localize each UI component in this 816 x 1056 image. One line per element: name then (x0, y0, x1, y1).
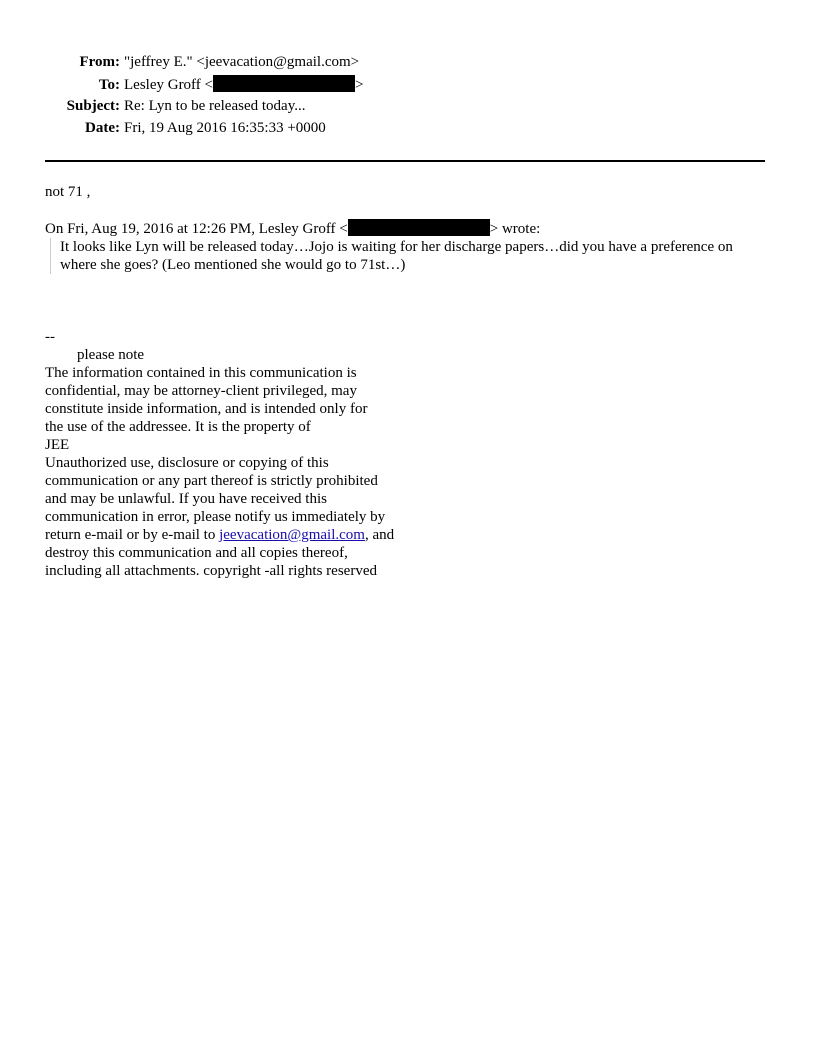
disclaimer-line: communication in error, please notify us immediately by (45, 509, 386, 525)
disclaimer-line: confidential, may be attorney-client privileged, may (45, 383, 357, 399)
quote-intro-suffix: > wrote: (489, 221, 541, 237)
redaction-box (348, 219, 490, 236)
redaction-box (213, 75, 355, 92)
disclaimer-line: destroy this communication and all copies thereof, (45, 545, 348, 561)
from-value: "jeffrey E." <jeevacation@gmail.com> (124, 54, 360, 70)
to-label: To: (98, 77, 120, 93)
disclaimer-line: and may be unlawful. If you have received this (45, 491, 327, 507)
to-suffix: > (355, 77, 364, 93)
signature-separator: -- (45, 329, 55, 345)
subject-row (45, 97, 363, 119)
disclaimer-line: Unauthorized use, disclosure or copying of this (45, 455, 329, 471)
subject-value: Re: Lyn to be released today... (124, 98, 306, 114)
email-headers (45, 53, 363, 141)
subject-label: Subject: (66, 98, 120, 114)
from-label: From: (79, 54, 120, 70)
signature-block (45, 328, 445, 580)
disclaimer-line: communication or any part thereof is strictly prohibited (45, 473, 378, 489)
date-label: Date: (85, 120, 120, 136)
message-body (45, 183, 770, 274)
email-link[interactable]: jeevacation@gmail.com (219, 527, 365, 543)
quoted-message: It looks like Lyn will be released today…Jojo is waiting for her discharge papers…did you have a preference on where she goes? (Leo mentioned she would go to 71st…) (50, 238, 770, 274)
reply-text: not 71 , (45, 184, 91, 200)
to-name: Lesley Groff < (124, 77, 213, 93)
header-divider (45, 160, 765, 162)
date-row (45, 119, 363, 141)
from-row (45, 53, 363, 75)
to-value (124, 75, 363, 94)
to-row (45, 75, 363, 97)
disclaimer-line-suffix: , and (364, 527, 395, 543)
disclaimer-line: The information contained in this communication is (45, 365, 357, 381)
quote-attribution (45, 219, 770, 238)
disclaimer-line: including all attachments. copyright -all rights reserved (45, 563, 377, 579)
please-note: please note (77, 347, 145, 363)
disclaimer-line (45, 526, 445, 544)
date-value: Fri, 19 Aug 2016 16:35:33 +0000 (124, 120, 326, 136)
disclaimer-line-prefix: return e-mail or by e-mail to (45, 527, 220, 543)
quote-intro-prefix: On Fri, Aug 19, 2016 at 12:26 PM, Lesley Groff < (45, 221, 348, 237)
disclaimer-line: constitute inside information, and is intended only for (45, 401, 368, 417)
disclaimer-line: the use of the addressee. It is the property of (45, 419, 311, 435)
disclaimer-line: JEE (45, 437, 70, 453)
